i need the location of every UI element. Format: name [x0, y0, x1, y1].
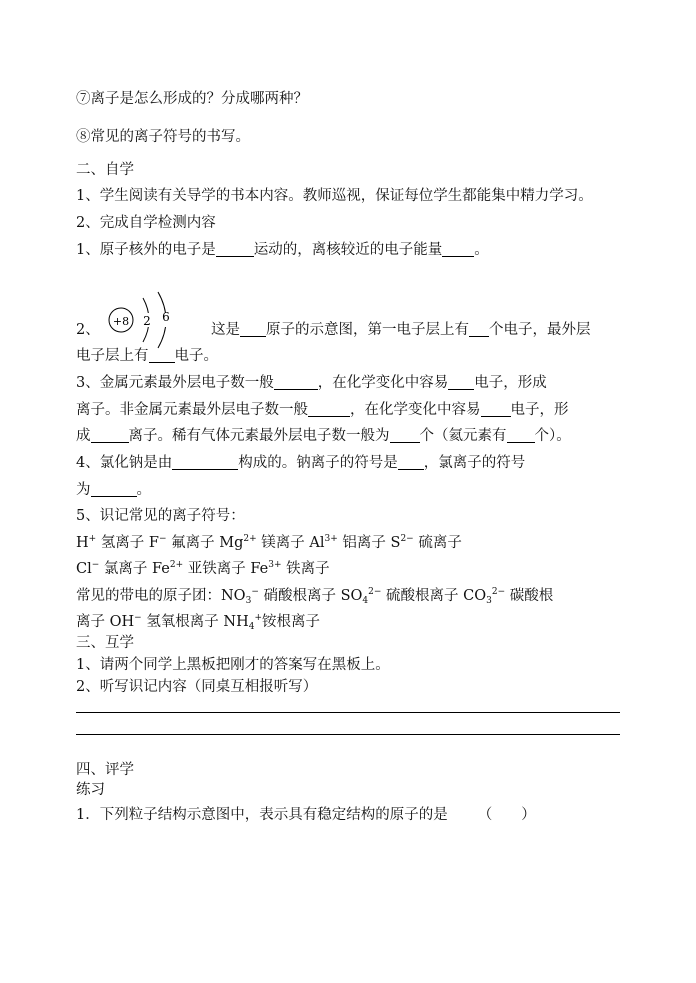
section-4-title: 四、评学: [76, 762, 134, 778]
ion-charge: 2−: [400, 534, 414, 544]
ion-charge: −: [158, 534, 167, 544]
blank[interactable]: [172, 454, 238, 470]
item-2-text-c: 个电子，最外层: [489, 322, 591, 338]
item-3-text: ，在化学变化中容易: [350, 402, 481, 418]
blank[interactable]: [469, 321, 489, 337]
question-8: ⑧常见的离子符号的书写。: [76, 129, 250, 145]
atom-structure-diagram: [100, 284, 190, 354]
item-2-text-e: 电子。: [174, 348, 218, 364]
ion-row-1: [76, 533, 462, 553]
ion-row-4: [76, 612, 320, 632]
blank[interactable]: [507, 427, 535, 443]
mutual-step-1: 1、请两个同学上黑板把刚才的答案写在黑板上。: [76, 657, 390, 673]
ion-row-3: [76, 586, 553, 606]
ion-charge: 2−: [368, 587, 382, 597]
ion-name: 镁离子: [261, 535, 305, 551]
question-text: 下列粒子结构示意图中，表示具有稳定结构的原子的是: [99, 807, 448, 823]
item-2-line-2: [76, 346, 218, 366]
item-2-line-1: [211, 320, 591, 340]
blank[interactable]: [149, 347, 175, 363]
ion-symbol: Mg: [219, 535, 244, 551]
item-4-text: 4、氯化钠是由: [76, 455, 173, 471]
ion-name: 铁离子: [286, 561, 330, 577]
item-4-text: 。: [136, 482, 151, 498]
blank[interactable]: [390, 427, 420, 443]
section-2-title: 二、自学: [76, 162, 134, 178]
item-2-text-b: 原子的示意图，第一电子层上有: [266, 322, 469, 338]
ion-charge: −: [134, 613, 142, 623]
blank[interactable]: [481, 401, 511, 417]
shell-2-electrons: 6: [162, 310, 170, 324]
item-3-text: 个）。: [534, 428, 571, 444]
radical-text: 常见的带电的原子团：NO: [76, 588, 246, 604]
radical-text: 硝酸根离子 SO: [263, 588, 363, 604]
radical-text: 氢氧根离子 NH: [146, 614, 249, 630]
answer-line[interactable]: [76, 734, 620, 735]
ion-name: 亚铁离子: [187, 561, 246, 577]
answer-bracket[interactable]: （ ）: [477, 807, 536, 823]
ion-symbol: Cl: [76, 561, 92, 577]
item-4-line-1: [76, 453, 525, 473]
item-4-text: 为: [76, 482, 91, 498]
ion-symbol: S: [390, 535, 401, 551]
ion-name: 硫离子: [418, 535, 462, 551]
item-3-text: ，在化学变化中容易: [317, 375, 449, 391]
answer-line[interactable]: [76, 712, 620, 713]
blank[interactable]: [398, 454, 424, 470]
item-2-num: 2、: [76, 322, 100, 338]
subscript: 3: [245, 596, 252, 606]
item-5-title: 5、识记常见的离子符号：: [76, 508, 245, 524]
ion-symbol: H: [76, 535, 89, 551]
item-1-text-a: 1、原子核外的电子是: [76, 242, 216, 258]
radical-text: 硫酸根离子 CO: [386, 588, 487, 604]
item-2-text-d: 电子层上有: [76, 348, 149, 364]
question-number: 1．: [76, 807, 100, 823]
item-3-line-1: [76, 373, 547, 393]
ion-symbol: Al: [309, 535, 325, 551]
blank[interactable]: [274, 374, 318, 390]
blank[interactable]: [91, 427, 129, 443]
item-1: [76, 240, 489, 260]
practice-question-1: [76, 805, 536, 825]
item-2-text-a: 这是: [211, 322, 240, 338]
section-3-title: 三、互学: [76, 635, 134, 651]
item-4-text: ，氯离子的符号: [423, 455, 526, 471]
blank[interactable]: [448, 374, 474, 390]
ion-charge: −: [91, 560, 100, 570]
radical-text: 碳酸根: [509, 588, 554, 604]
self-study-step-2: 2、完成自学检测内容: [76, 215, 216, 231]
ion-name: 氢离子: [100, 535, 145, 551]
item-3-text: 电子，形成: [474, 375, 547, 391]
ion-charge: 2+: [243, 534, 257, 544]
self-study-step-1: 1、学生阅读有关导学的书本内容。教师巡视，保证每位学生都能集中精力学习。: [76, 188, 593, 204]
ion-charge: 2+: [169, 560, 184, 570]
item-3-text: 个（氦元素有: [419, 428, 507, 444]
ion-charge: +: [88, 534, 97, 544]
item-3-text: 离子。稀有气体元素最外层电子数一般为: [128, 428, 390, 444]
ion-row-2: [76, 559, 330, 579]
item-3-line-2: [76, 400, 569, 420]
item-4-text: 构成的。钠离子的符号是: [238, 455, 398, 471]
practice-label: 练习: [76, 782, 105, 798]
ion-charge: 3+: [324, 534, 338, 544]
blank[interactable]: [240, 321, 266, 337]
ion-charge: −: [251, 587, 259, 597]
nucleus-charge: +8: [112, 315, 130, 328]
ion-charge: 2−: [491, 587, 506, 597]
ion-charge: +: [254, 613, 263, 623]
radical-text: 离子 OH: [76, 614, 135, 630]
radical-text: 铵根离子: [262, 614, 321, 630]
blank[interactable]: [91, 481, 137, 497]
ion-symbol: F: [148, 535, 159, 551]
subscript: 3: [486, 596, 492, 606]
ion-charge: 3+: [268, 560, 282, 570]
ion-name: 铝离子: [342, 535, 386, 551]
subscript: 4: [248, 622, 255, 632]
ion-symbol: Fe: [250, 561, 269, 577]
item-3-text: 离子。非金属元素最外层电子数一般: [76, 402, 308, 418]
blank[interactable]: [216, 241, 254, 257]
ion-name: 氟离子: [171, 535, 215, 551]
item-3-text: 成: [76, 428, 91, 444]
item-4-line-2: [76, 480, 151, 500]
blank[interactable]: [442, 241, 474, 257]
ion-symbol: Fe: [152, 561, 170, 577]
question-7: ⑦离子是怎么形成的？分成哪两种？: [76, 91, 308, 107]
item-3-line-3: [76, 426, 571, 446]
item-3-text: 电子，形: [510, 402, 569, 418]
shell-1-electrons: 2: [143, 314, 151, 328]
blank[interactable]: [308, 401, 350, 417]
ion-name: 氯离子: [103, 561, 148, 577]
item-1-text-c: 。: [474, 242, 489, 258]
subscript: 4: [362, 596, 369, 606]
mutual-step-2: 2、听写识记内容（同桌互相报听写）: [76, 679, 318, 695]
item-1-text-b: 运动的，离核较近的电子能量: [253, 242, 443, 258]
item-3-text: 3、金属元素最外层电子数一般: [76, 375, 274, 391]
